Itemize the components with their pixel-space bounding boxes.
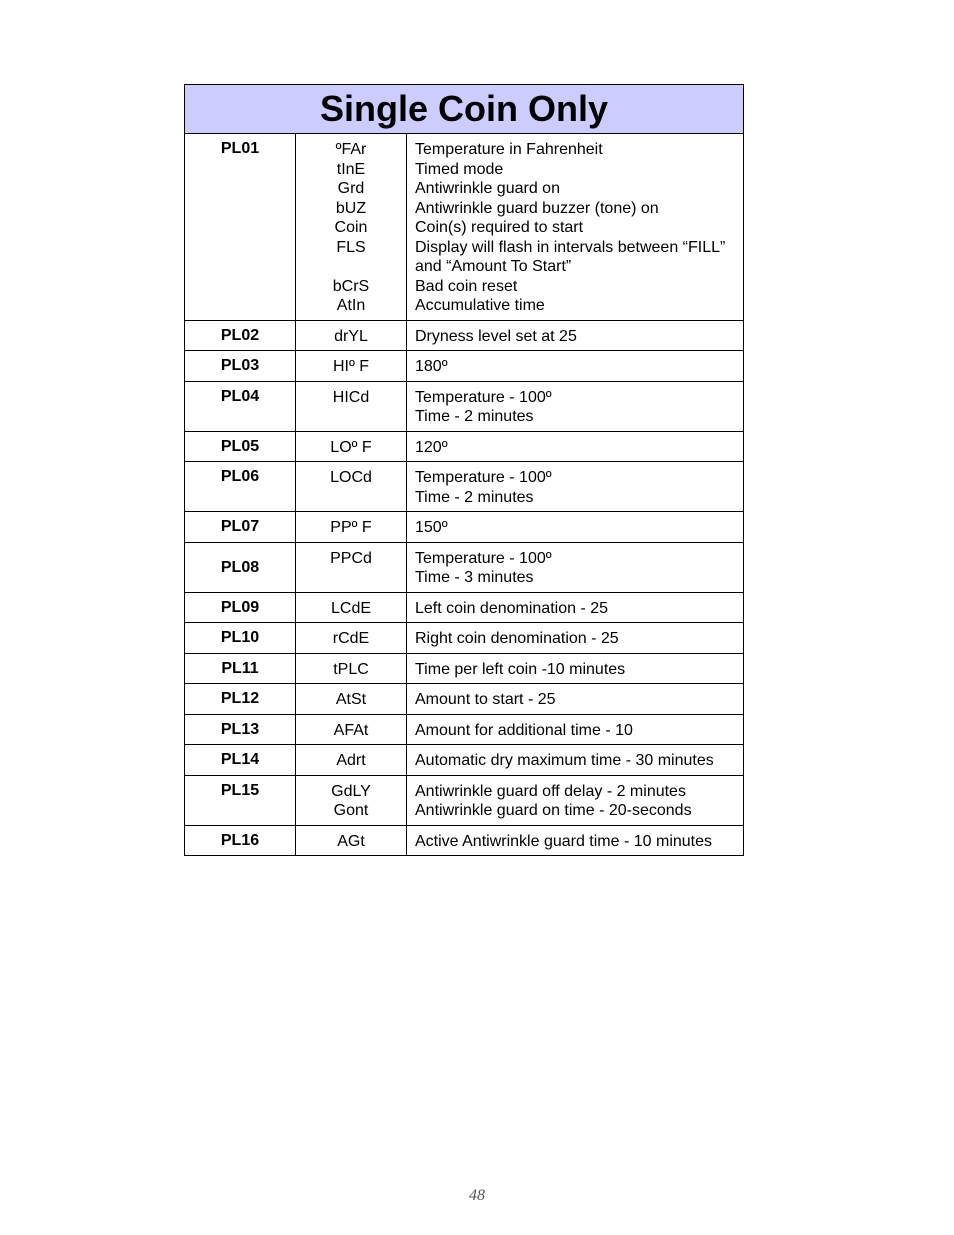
program-id: PL02 <box>185 320 296 351</box>
code-cell <box>296 320 407 351</box>
description-cell <box>407 623 744 654</box>
display-code: bCrS <box>332 277 370 295</box>
description-line: Bad coin reset <box>415 277 518 295</box>
description-cell <box>407 381 744 431</box>
program-id: PL06 <box>185 462 296 512</box>
table-row <box>185 592 744 623</box>
table-row <box>185 381 744 431</box>
table-row <box>185 542 744 592</box>
description-cell <box>407 134 744 321</box>
description-line: Dryness level set at 25 <box>415 327 577 345</box>
program-id: PL01 <box>185 134 296 321</box>
display-code: tInE <box>336 160 366 178</box>
description-line: Automatic dry maximum time - 30 minutes <box>415 752 714 769</box>
display-code: AFAt <box>333 721 369 739</box>
program-id: PL15 <box>185 775 296 825</box>
description-line: 180º <box>415 358 448 375</box>
description-cell <box>407 714 744 745</box>
code-cell <box>296 592 407 623</box>
description-cell <box>407 351 744 382</box>
display-code: bUZ <box>335 199 367 217</box>
description-line: Antiwrinkle guard buzzer (tone) on <box>415 199 659 217</box>
table-row <box>185 623 744 654</box>
description-line: Right coin denomination - 25 <box>415 630 619 647</box>
code-cell <box>296 684 407 715</box>
description-line: Left coin denomination - 25 <box>415 599 609 617</box>
description-cell <box>407 592 744 623</box>
display-code: LOº F <box>330 438 372 456</box>
table-row <box>185 134 744 321</box>
program-id: PL12 <box>185 684 296 715</box>
display-code: FLS <box>336 238 366 256</box>
description-line: Time - 2 minutes <box>415 488 534 506</box>
description-cell <box>407 512 744 543</box>
description-line: Time per left coin -10 minutes <box>415 660 626 678</box>
program-id: PL16 <box>185 825 296 856</box>
display-code: Gont <box>333 802 369 819</box>
description-line: Accumulative time <box>415 297 545 314</box>
description-cell <box>407 775 744 825</box>
display-code: GdLY <box>331 782 371 800</box>
program-id: PL03 <box>185 351 296 382</box>
table-row <box>185 684 744 715</box>
description-cell <box>407 462 744 512</box>
description-line: Time - 3 minutes <box>415 569 534 586</box>
display-code: PPº F <box>330 519 372 536</box>
display-code: AtSt <box>335 691 367 708</box>
code-cell <box>296 431 407 462</box>
code-cell <box>296 381 407 431</box>
display-code: Grd <box>337 180 365 197</box>
description-line: Temperature - 100º <box>415 549 552 567</box>
description-cell <box>407 653 744 684</box>
code-cell <box>296 653 407 684</box>
table-title: Single Coin Only <box>185 85 744 134</box>
code-cell <box>296 462 407 512</box>
table-row <box>185 825 744 856</box>
description-cell <box>407 431 744 462</box>
page-number: 48 <box>469 1187 485 1204</box>
display-code: rCdE <box>332 630 370 647</box>
description-line: 120º <box>415 438 448 456</box>
program-id: PL05 <box>185 431 296 462</box>
table-row <box>185 320 744 351</box>
display-code: LCdE <box>330 599 372 617</box>
description-line: and “Amount To Start” <box>415 258 572 275</box>
description-cell <box>407 542 744 592</box>
display-code: PPCd <box>330 549 372 567</box>
description-line: Antiwrinkle guard on <box>415 180 560 197</box>
description-line: 150º <box>415 519 448 536</box>
program-id: PL10 <box>185 623 296 654</box>
code-cell <box>296 351 407 382</box>
description-line: Antiwrinkle guard on time - 20-seconds <box>415 802 692 819</box>
display-code: Coin <box>334 219 368 236</box>
table-row <box>185 351 744 382</box>
description-line: Time - 2 minutes <box>415 408 534 425</box>
display-code: ºFAr <box>335 141 367 158</box>
description-cell <box>407 320 744 351</box>
table-row <box>185 714 744 745</box>
display-code: LOCd <box>330 469 372 486</box>
program-id: PL13 <box>185 714 296 745</box>
display-code: HICd <box>332 388 370 406</box>
display-code: AGt <box>337 832 365 850</box>
table-row <box>185 462 744 512</box>
display-code: Adrt <box>336 752 366 769</box>
description-line: Active Antiwrinkle guard time - 10 minutes <box>415 832 713 850</box>
program-id: PL11 <box>185 653 296 684</box>
description-cell <box>407 684 744 715</box>
code-cell <box>296 134 407 321</box>
display-code: AtIn <box>336 297 366 314</box>
settings-table <box>184 84 744 856</box>
description-cell <box>407 825 744 856</box>
description-line: Timed mode <box>415 160 504 178</box>
code-cell <box>296 623 407 654</box>
code-cell <box>296 775 407 825</box>
display-code: HIº F <box>332 358 370 375</box>
description-line: Temperature in Fahrenheit <box>415 141 603 158</box>
description-cell <box>407 745 744 776</box>
table-body <box>185 134 744 856</box>
table-row <box>185 512 744 543</box>
table-row <box>185 775 744 825</box>
display-code: drYL <box>334 327 368 345</box>
description-line: Temperature - 100º <box>415 469 552 486</box>
code-cell <box>296 542 407 592</box>
description-line: Antiwrinkle guard off delay - 2 minutes <box>415 782 686 800</box>
table-row <box>185 431 744 462</box>
description-line: Temperature - 100º <box>415 388 552 406</box>
program-id: PL04 <box>185 381 296 431</box>
code-cell <box>296 825 407 856</box>
display-code: tPLC <box>333 660 369 678</box>
program-id: PL07 <box>185 512 296 543</box>
description-line: Amount to start - 25 <box>415 691 556 708</box>
description-line: Coin(s) required to start <box>415 219 584 236</box>
program-id: PL08 <box>185 542 296 592</box>
program-id: PL14 <box>185 745 296 776</box>
description-line: Amount for additional time - 10 <box>415 721 633 739</box>
code-cell <box>296 714 407 745</box>
description-line: Display will flash in intervals between “FILL” <box>415 238 726 256</box>
code-cell <box>296 512 407 543</box>
table-row <box>185 745 744 776</box>
table-row <box>185 653 744 684</box>
code-cell <box>296 745 407 776</box>
program-id: PL09 <box>185 592 296 623</box>
